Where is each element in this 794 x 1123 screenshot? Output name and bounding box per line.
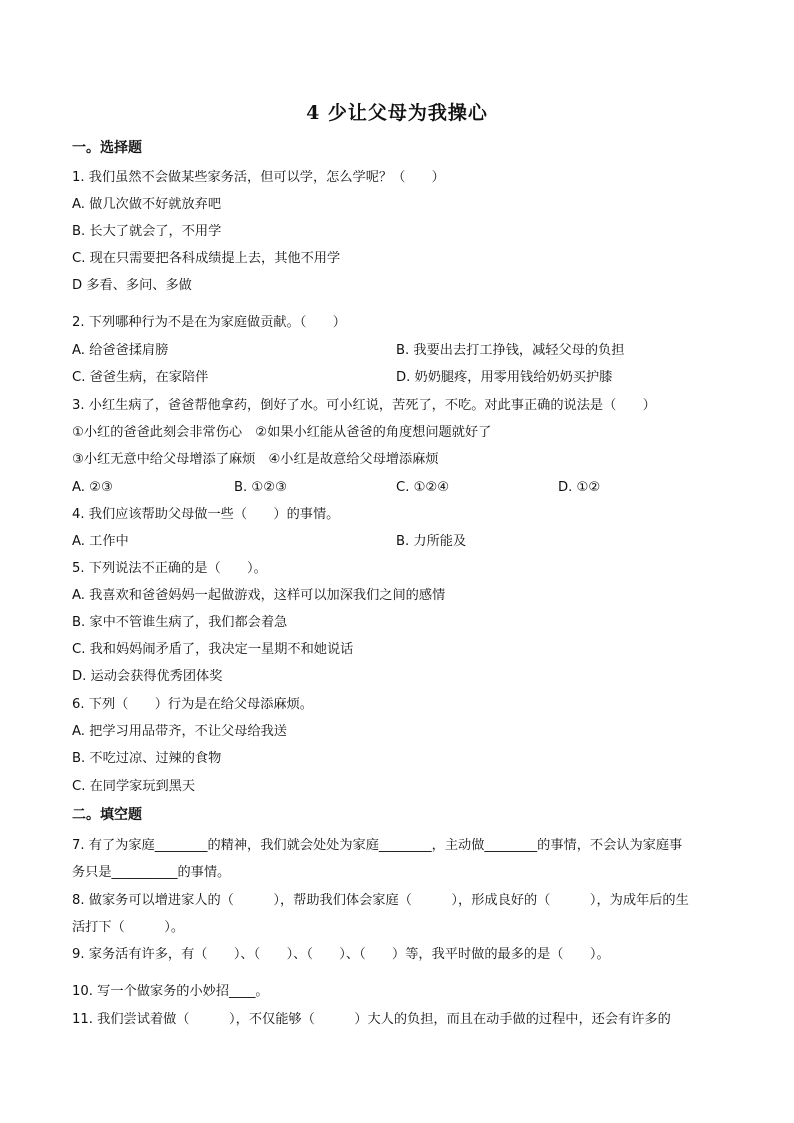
question-6-option-c: C. 在同学家玩到黑天 bbox=[72, 779, 196, 794]
question-2-option-a: A. 给爸爸揉肩膀 bbox=[72, 343, 169, 358]
question-5-option-a: A. 我喜欢和爸爸妈妈一起做游戏，这样可以加深我们之间的感情 bbox=[72, 588, 446, 603]
question-5-option-c: C. 我和妈妈闹矛盾了，我决定一星期不和她说话 bbox=[72, 642, 354, 657]
question-2-stem: 2. 下列哪种行为不是在为家庭做贡献。（ ） bbox=[72, 315, 346, 330]
question-6-option-b: B. 不吃过凉、过辣的食物 bbox=[72, 751, 222, 766]
section-heading-choice: 一。选择题 bbox=[72, 140, 142, 156]
question-6-option-a: A. 把学习用品带齐，不让父母给我送 bbox=[72, 724, 287, 739]
question-7-line-2: 务只是__________的事情。 bbox=[72, 865, 231, 880]
question-3-option-b: B. ①②③ bbox=[234, 480, 287, 495]
question-11: 11. 我们尝试着做（ ），不仅能够（ ）大人的负担，而且在动手做的过程中，还会有许多的 bbox=[72, 1012, 671, 1027]
question-4-stem: 4. 我们应该帮助父母做一些（ ）的事情。 bbox=[72, 507, 340, 522]
question-9: 9. 家务活有许多，有（ ）、（ ）、（ ）、（ ）等，我平时做的最多的是（ ）。 bbox=[72, 947, 610, 962]
question-2-option-d: D. 奶奶腿疼，用零用钱给奶奶买护膝 bbox=[396, 370, 613, 385]
question-2-option-c: C. 爸爸生病，在家陪伴 bbox=[72, 370, 209, 385]
question-6-stem: 6. 下列（ ）行为是在给父母添麻烦。 bbox=[72, 697, 313, 712]
page-title: 4 少让父母为我操心 bbox=[306, 102, 488, 124]
question-5-option-b: B. 家中不管谁生病了，我们都会着急 bbox=[72, 615, 288, 630]
question-8-line-2: 活打下（ ）。 bbox=[72, 920, 185, 935]
question-2-option-b: B. 我要出去打工挣钱，减轻父母的负担 bbox=[396, 343, 625, 358]
question-1-option-b: B. 长大了就会了，不用学 bbox=[72, 224, 222, 239]
question-4-option-b: B. 力所能及 bbox=[396, 534, 467, 549]
question-5-option-d: D. 运动会获得优秀团体奖 bbox=[72, 669, 223, 684]
question-10: 10. 写一个做家务的小妙招____。 bbox=[72, 984, 269, 999]
question-3-stem: 3. 小红生病了，爸爸帮他拿药，倒好了水。可小红说，苦死了，不吃。对此事正确的说法是（ ） bbox=[72, 398, 656, 413]
question-7-line-1: 7. 有了为家庭________的精神，我们就会处处为家庭________，主动做________的事情，不会认为家庭事 bbox=[72, 838, 683, 853]
question-5-stem: 5. 下列说法不正确的是（ ）。 bbox=[72, 561, 267, 576]
question-3-statements-3-4: ③小红无意中给父母增添了麻烦 ④小红是故意给父母增添麻烦 bbox=[72, 452, 439, 467]
question-1-option-c: C. 现在只需要把各科成绩提上去，其他不用学 bbox=[72, 251, 341, 266]
question-1-option-d: D 多看、多问、多做 bbox=[72, 278, 192, 293]
question-8-line-1: 8. 做家务可以增进家人的（ ），帮助我们体会家庭（ ），形成良好的（ ），为成年后的生 bbox=[72, 893, 689, 908]
question-1-stem: 1. 我们虽然不会做某些家务活，但可以学，怎么学呢？（ ） bbox=[72, 170, 445, 185]
question-4-option-a: A. 工作中 bbox=[72, 534, 129, 549]
question-3-option-d: D. ①② bbox=[558, 480, 601, 495]
question-1-option-a: A. 做几次做不好就放弃吧 bbox=[72, 197, 222, 212]
question-3-option-c: C. ①②④ bbox=[396, 480, 450, 495]
question-3-statements-1-2: ①小红的爸爸此刻会非常伤心 ②如果小红能从爸爸的角度想问题就好了 bbox=[72, 425, 492, 440]
question-3-option-a: A. ②③ bbox=[72, 480, 113, 495]
section-heading-fill-in: 二。填空题 bbox=[72, 807, 142, 823]
